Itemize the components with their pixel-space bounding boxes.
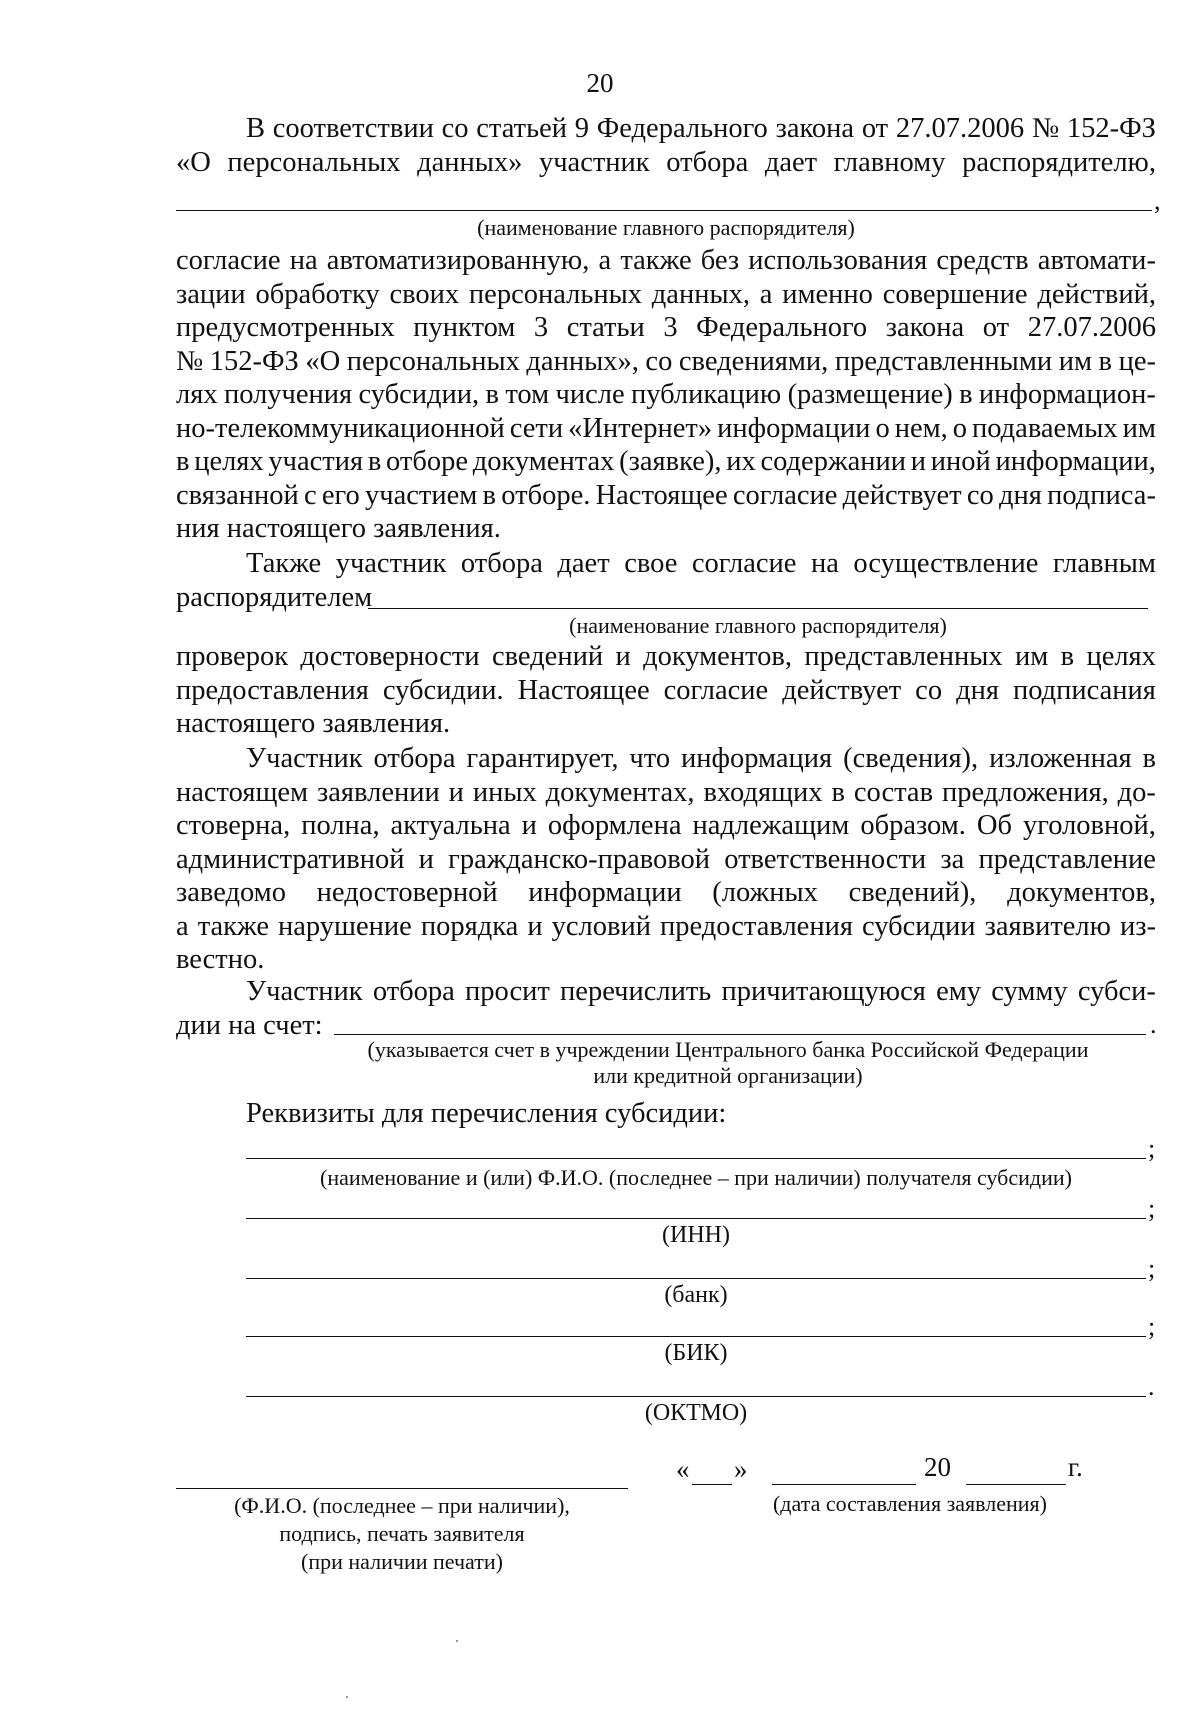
inn-blank-line[interactable]	[246, 1218, 1146, 1219]
account-end-period: .	[1150, 1010, 1157, 1039]
oktmo-blank-line[interactable]	[246, 1396, 1146, 1397]
paragraph-line: Участник отбора гарантирует, что информация (сведения), изложенная в	[246, 743, 1156, 774]
paragraph-line: Участник отбора просит перечислить причитающуюся ему сумму субси-	[246, 976, 1156, 1007]
trailing-comma: ,	[1154, 186, 1161, 215]
paragraph-consent-intro	[176, 112, 1156, 179]
paragraph-line: распорядителем	[176, 581, 373, 613]
caption-account-line2: или кредитной организации)	[593, 1063, 863, 1088]
caption-chief-name-2: (наименование главного распорядителя)	[569, 613, 947, 638]
paragraph-line: административной и гражданско-правовой ответственности за представление	[176, 843, 1156, 875]
paragraph-verification-body	[176, 640, 1156, 741]
date-month-blank[interactable]	[772, 1484, 916, 1485]
date-open-quote: «	[676, 1454, 690, 1484]
paragraph-line: дии на счет:	[176, 1009, 323, 1041]
field-end-mark: ;	[1148, 1194, 1156, 1223]
date-year-blank[interactable]	[966, 1484, 1066, 1485]
date-close-quote: »	[734, 1454, 748, 1484]
signature-caption-line3: (при наличии печати)	[301, 1549, 503, 1574]
recipient-name-blank-line[interactable]	[246, 1158, 1146, 1159]
date-year-prefix: 20	[924, 1452, 951, 1482]
paragraph-line: Также участник отбора дает свое согласие на осуществление главным	[246, 548, 1156, 579]
caption-bik: (БИК)	[664, 1340, 728, 1366]
bank-blank-line[interactable]	[246, 1278, 1146, 1279]
paragraph-line: № 152-ФЗ «О персональных данных», со сведениями, представленными им в це-	[176, 345, 1156, 377]
paragraph-line: предусмотренных пунктом 3 статьи 3 Федерального закона от 27.07.2006	[176, 312, 1156, 343]
paragraph-line: В соответствии со статьей 9 Федерального закона от 27.07.2006 № 152-ФЗ	[246, 113, 1156, 144]
signature-blank-line[interactable]	[176, 1488, 628, 1489]
caption-oktmo: (ОКТМО)	[644, 1400, 748, 1426]
field-end-mark: ;	[1148, 1254, 1156, 1283]
paragraph-line: в целях участия в отборе документах (заявке), их содержании и иной информации,	[176, 446, 1156, 477]
signature-caption-line2: подпись, печать заявителя	[279, 1521, 525, 1546]
chief-name-blank-line-2	[368, 608, 1148, 609]
paragraph-line: а также нарушение порядка и условий предоставления субсидии заявителю из-	[176, 910, 1156, 942]
paragraph-line: лях получения субсидии, в том числе публикацию (размещение) в информацион-	[176, 379, 1156, 410]
scan-speck	[456, 1640, 458, 1642]
field-end-mark: .	[1148, 1372, 1155, 1401]
caption-inn: (ИНН)	[662, 1222, 730, 1248]
paragraph-guarantee	[176, 742, 1156, 977]
signature-caption-line1: (Ф.И.О. (последнее – при наличии),	[234, 1493, 570, 1518]
paragraph-line: заведомо недостоверной информации (ложных сведений), документов,	[176, 877, 1156, 908]
bik-blank-line[interactable]	[246, 1336, 1146, 1337]
paragraph-line: настоящего заявления.	[176, 708, 451, 739]
page-number: 20	[586, 68, 614, 98]
date-caption: (дата составления заявления)	[772, 1491, 1047, 1516]
paragraph-line: «О персональных данных» участник отбора дает главному распорядителю,	[176, 146, 1156, 178]
paragraph-line: но-телекоммуникационной сети «Интернет» информации о нем, о подаваемых им	[176, 412, 1156, 444]
paragraph-line: стоверна, полна, актуальна и оформлена надлежащим образом. Об уголовной,	[176, 810, 1156, 841]
account-blank-line	[334, 1034, 1146, 1035]
caption-chief-name: (наименование главного распорядителя)	[477, 215, 855, 240]
paragraph-line: проверок достоверности сведений и документов, представленных им в целях	[176, 641, 1156, 672]
chief-name-blank-line	[176, 210, 1152, 211]
paragraph-line: вестно.	[176, 944, 265, 975]
paragraph-line: зации обработку своих персональных данных, а именно совершение действий,	[176, 278, 1156, 310]
paragraph-line: ния настоящего заявления.	[176, 513, 501, 544]
paragraph-line: настоящем заявлении и иных документах, входящих в состав предложения, до-	[176, 776, 1156, 808]
caption-account-line1: (указывается счет в учреждении Центрального банка Российской Федерации	[367, 1037, 1089, 1062]
paragraph-line: связанной с его участием в отборе. Настоящее согласие действует со дня подписа-	[176, 479, 1156, 511]
scan-speck	[346, 1696, 348, 1698]
paragraph-line: согласие на автоматизированную, а также без использования средств автомати-	[176, 245, 1156, 276]
requisites-title: Реквизиты для перечисления субсидии:	[246, 1098, 727, 1129]
paragraph-line: предоставления субсидии. Настоящее согласие действует со дня подписания	[176, 674, 1156, 706]
paragraph-consent-body	[176, 244, 1156, 546]
date-year-suffix: г.	[1068, 1452, 1083, 1482]
caption-recipient-name: (наименование и (или) Ф.И.О. (последнее – при наличии) получателя субсидии)	[320, 1165, 1072, 1190]
paragraph-account-request	[176, 975, 1156, 1042]
caption-bank: (банк)	[664, 1282, 728, 1308]
paragraph-verification-consent	[176, 547, 1156, 614]
field-end-mark: ;	[1148, 1134, 1156, 1163]
date-day-blank[interactable]	[692, 1484, 732, 1485]
field-end-mark: ;	[1148, 1312, 1156, 1341]
